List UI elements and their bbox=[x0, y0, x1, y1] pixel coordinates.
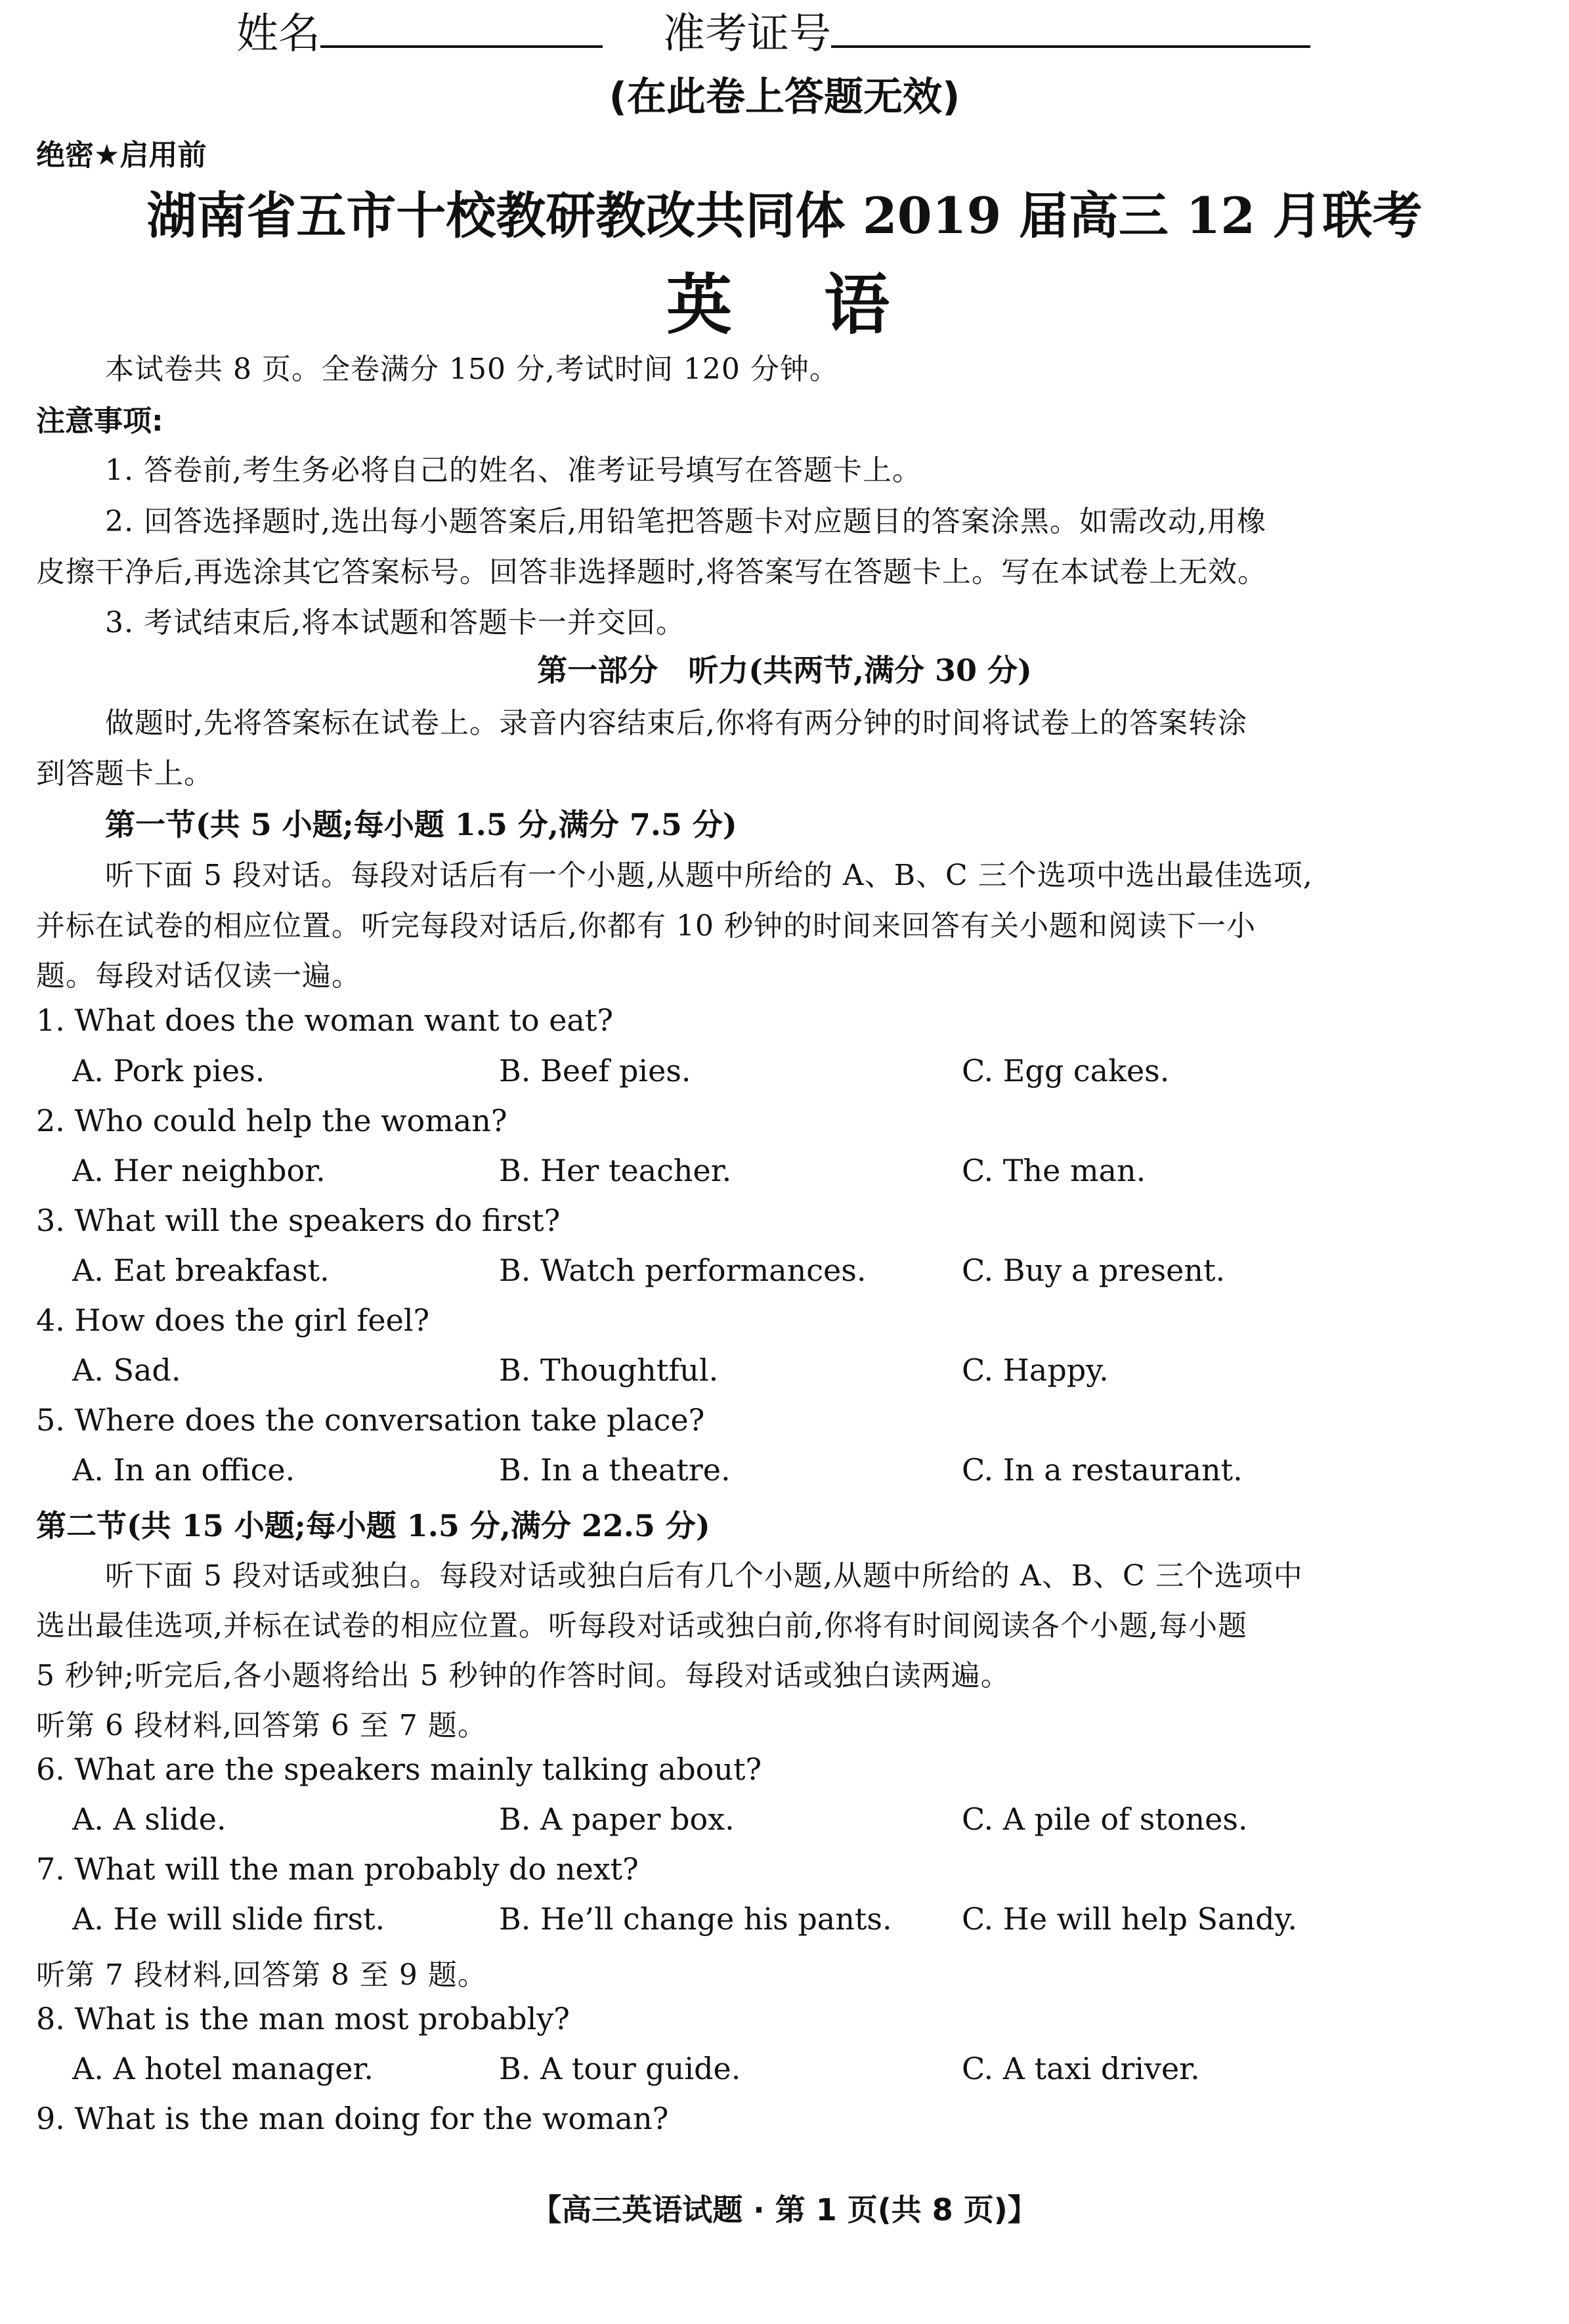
question-stem: 1. What does the woman want to eat? bbox=[36, 1002, 613, 1038]
exam-intro: 本试卷共 8 页。全卷满分 150 分,考试时间 120 分钟。 bbox=[105, 353, 839, 386]
option-a: A. In an office. bbox=[72, 1452, 295, 1488]
option-c: C. Happy. bbox=[962, 1352, 1109, 1388]
option-a: A. Her neighbor. bbox=[72, 1153, 326, 1188]
question-stem: 6. What are the speakers mainly talking about? bbox=[36, 1752, 762, 1787]
section2-instruction: 5 秒钟;听完后,各小题将给出 5 秒钟的作答时间。每段对话或独白读两遍。 bbox=[36, 1659, 1010, 1692]
ticket-field-row bbox=[663, 0, 1310, 60]
question-stem: 2. Who could help the woman? bbox=[36, 1103, 507, 1138]
option-a: A. Eat breakfast. bbox=[72, 1253, 330, 1288]
section1-instruction: 听下面 5 段对话。每段对话后有一个小题,从题中所给的 A、B、C 三个选项中选出最佳选项, bbox=[105, 859, 1313, 892]
ticket-label: 准考证号 bbox=[663, 10, 831, 58]
section1-title: 第一节(共 5 小题;每小题 1.5 分,满分 7.5 分) bbox=[105, 807, 737, 842]
part1-title: 第一部分 听力(共两节,满分 30 分) bbox=[537, 653, 1032, 688]
question-stem: 7. What will the man probably do next? bbox=[36, 1851, 639, 1887]
material-7-label: 听第 7 段材料,回答第 8 至 9 题。 bbox=[36, 1958, 487, 1992]
secret-mark: 绝密★启用前 bbox=[36, 139, 207, 172]
question-stem: 9. What is the man doing for the woman? bbox=[36, 2101, 669, 2136]
option-a: A. He will slide first. bbox=[72, 1901, 385, 1937]
name-label: 姓名 bbox=[236, 10, 320, 58]
option-b: B. Beef pies. bbox=[499, 1053, 691, 1088]
note-item: 3. 考试结束后,将本试题和答题卡一并交回。 bbox=[105, 606, 685, 639]
question-stem: 8. What is the man most probably? bbox=[36, 2001, 570, 2036]
option-c: C. He will help Sandy. bbox=[962, 1901, 1298, 1937]
option-b: B. Watch performances. bbox=[499, 1253, 867, 1288]
name-field bbox=[320, 9, 603, 48]
section1-instruction: 题。每段对话仅读一遍。 bbox=[36, 959, 361, 993]
question-stem: 5. Where does the conversation take place? bbox=[36, 1402, 705, 1438]
part1-instruction: 到答题卡上。 bbox=[36, 757, 213, 790]
invalid-note: (在此卷上答题无效) bbox=[609, 74, 960, 120]
option-b: B. In a theatre. bbox=[499, 1452, 731, 1488]
option-a: A. Pork pies. bbox=[72, 1053, 265, 1088]
material-6-label: 听第 6 段材料,回答第 6 至 7 题。 bbox=[36, 1709, 487, 1742]
option-c: C. A pile of stones. bbox=[962, 1801, 1248, 1837]
subject-title: 英 语 bbox=[666, 267, 903, 343]
ticket-field bbox=[831, 9, 1310, 48]
option-c: C. The man. bbox=[962, 1153, 1146, 1188]
exam-title: 湖南省五市十校教研教改共同体 2019 届高三 12 月联考 bbox=[146, 186, 1423, 245]
option-c: C. In a restaurant. bbox=[962, 1452, 1243, 1488]
note-item: 皮擦干净后,再选涂其它答案标号。回答非选择题时,将答案写在答题卡上。写在本试卷上无效。 bbox=[36, 555, 1267, 589]
question-stem: 4. How does the girl feel? bbox=[36, 1302, 430, 1338]
option-a: A. A slide. bbox=[72, 1801, 226, 1837]
notes-heading: 注意事项: bbox=[36, 404, 163, 438]
section1-instruction: 并标在试卷的相应位置。听完每段对话后,你都有 10 秒钟的时间来回答有关小题和阅读下一小 bbox=[36, 909, 1256, 943]
option-b: B. A paper box. bbox=[499, 1801, 735, 1837]
section2-instruction: 选出最佳选项,并标在试卷的相应位置。听每段对话或独白前,你将有时间阅读各个小题,每小题 bbox=[36, 1609, 1247, 1643]
option-a: A. A hotel manager. bbox=[72, 2051, 374, 2086]
section2-instruction: 听下面 5 段对话或独白。每段对话或独白后有几个小题,从题中所给的 A、B、C 三个选项中 bbox=[105, 1559, 1303, 1593]
option-c: C. Egg cakes. bbox=[962, 1053, 1170, 1088]
option-b: B. He’ll change his pants. bbox=[499, 1901, 892, 1937]
section2-title: 第二节(共 15 小题;每小题 1.5 分,满分 22.5 分) bbox=[36, 1508, 710, 1543]
name-field-row bbox=[236, 0, 603, 60]
option-c: C. Buy a present. bbox=[962, 1253, 1226, 1288]
part1-instruction: 做题时,先将答案标在试卷上。录音内容结束后,你将有两分钟的时间将试卷上的答案转涂 bbox=[105, 706, 1247, 740]
question-stem: 3. What will the speakers do first? bbox=[36, 1203, 561, 1238]
note-item: 1. 答卷前,考生务必将自己的姓名、准考证号填写在答题卡上。 bbox=[105, 454, 922, 487]
option-a: A. Sad. bbox=[72, 1352, 181, 1388]
option-b: B. Thoughtful. bbox=[499, 1352, 719, 1388]
option-b: B. Her teacher. bbox=[499, 1153, 732, 1188]
option-c: C. A taxi driver. bbox=[962, 2051, 1200, 2086]
option-b: B. A tour guide. bbox=[499, 2051, 741, 2086]
page-footer: 【高三英语试题 · 第 1 页(共 8 页)】 bbox=[531, 2192, 1038, 2227]
note-item: 2. 回答选择题时,选出每小题答案后,用铅笔把答题卡对应题目的答案涂黑。如需改动,用橡 bbox=[105, 505, 1266, 538]
